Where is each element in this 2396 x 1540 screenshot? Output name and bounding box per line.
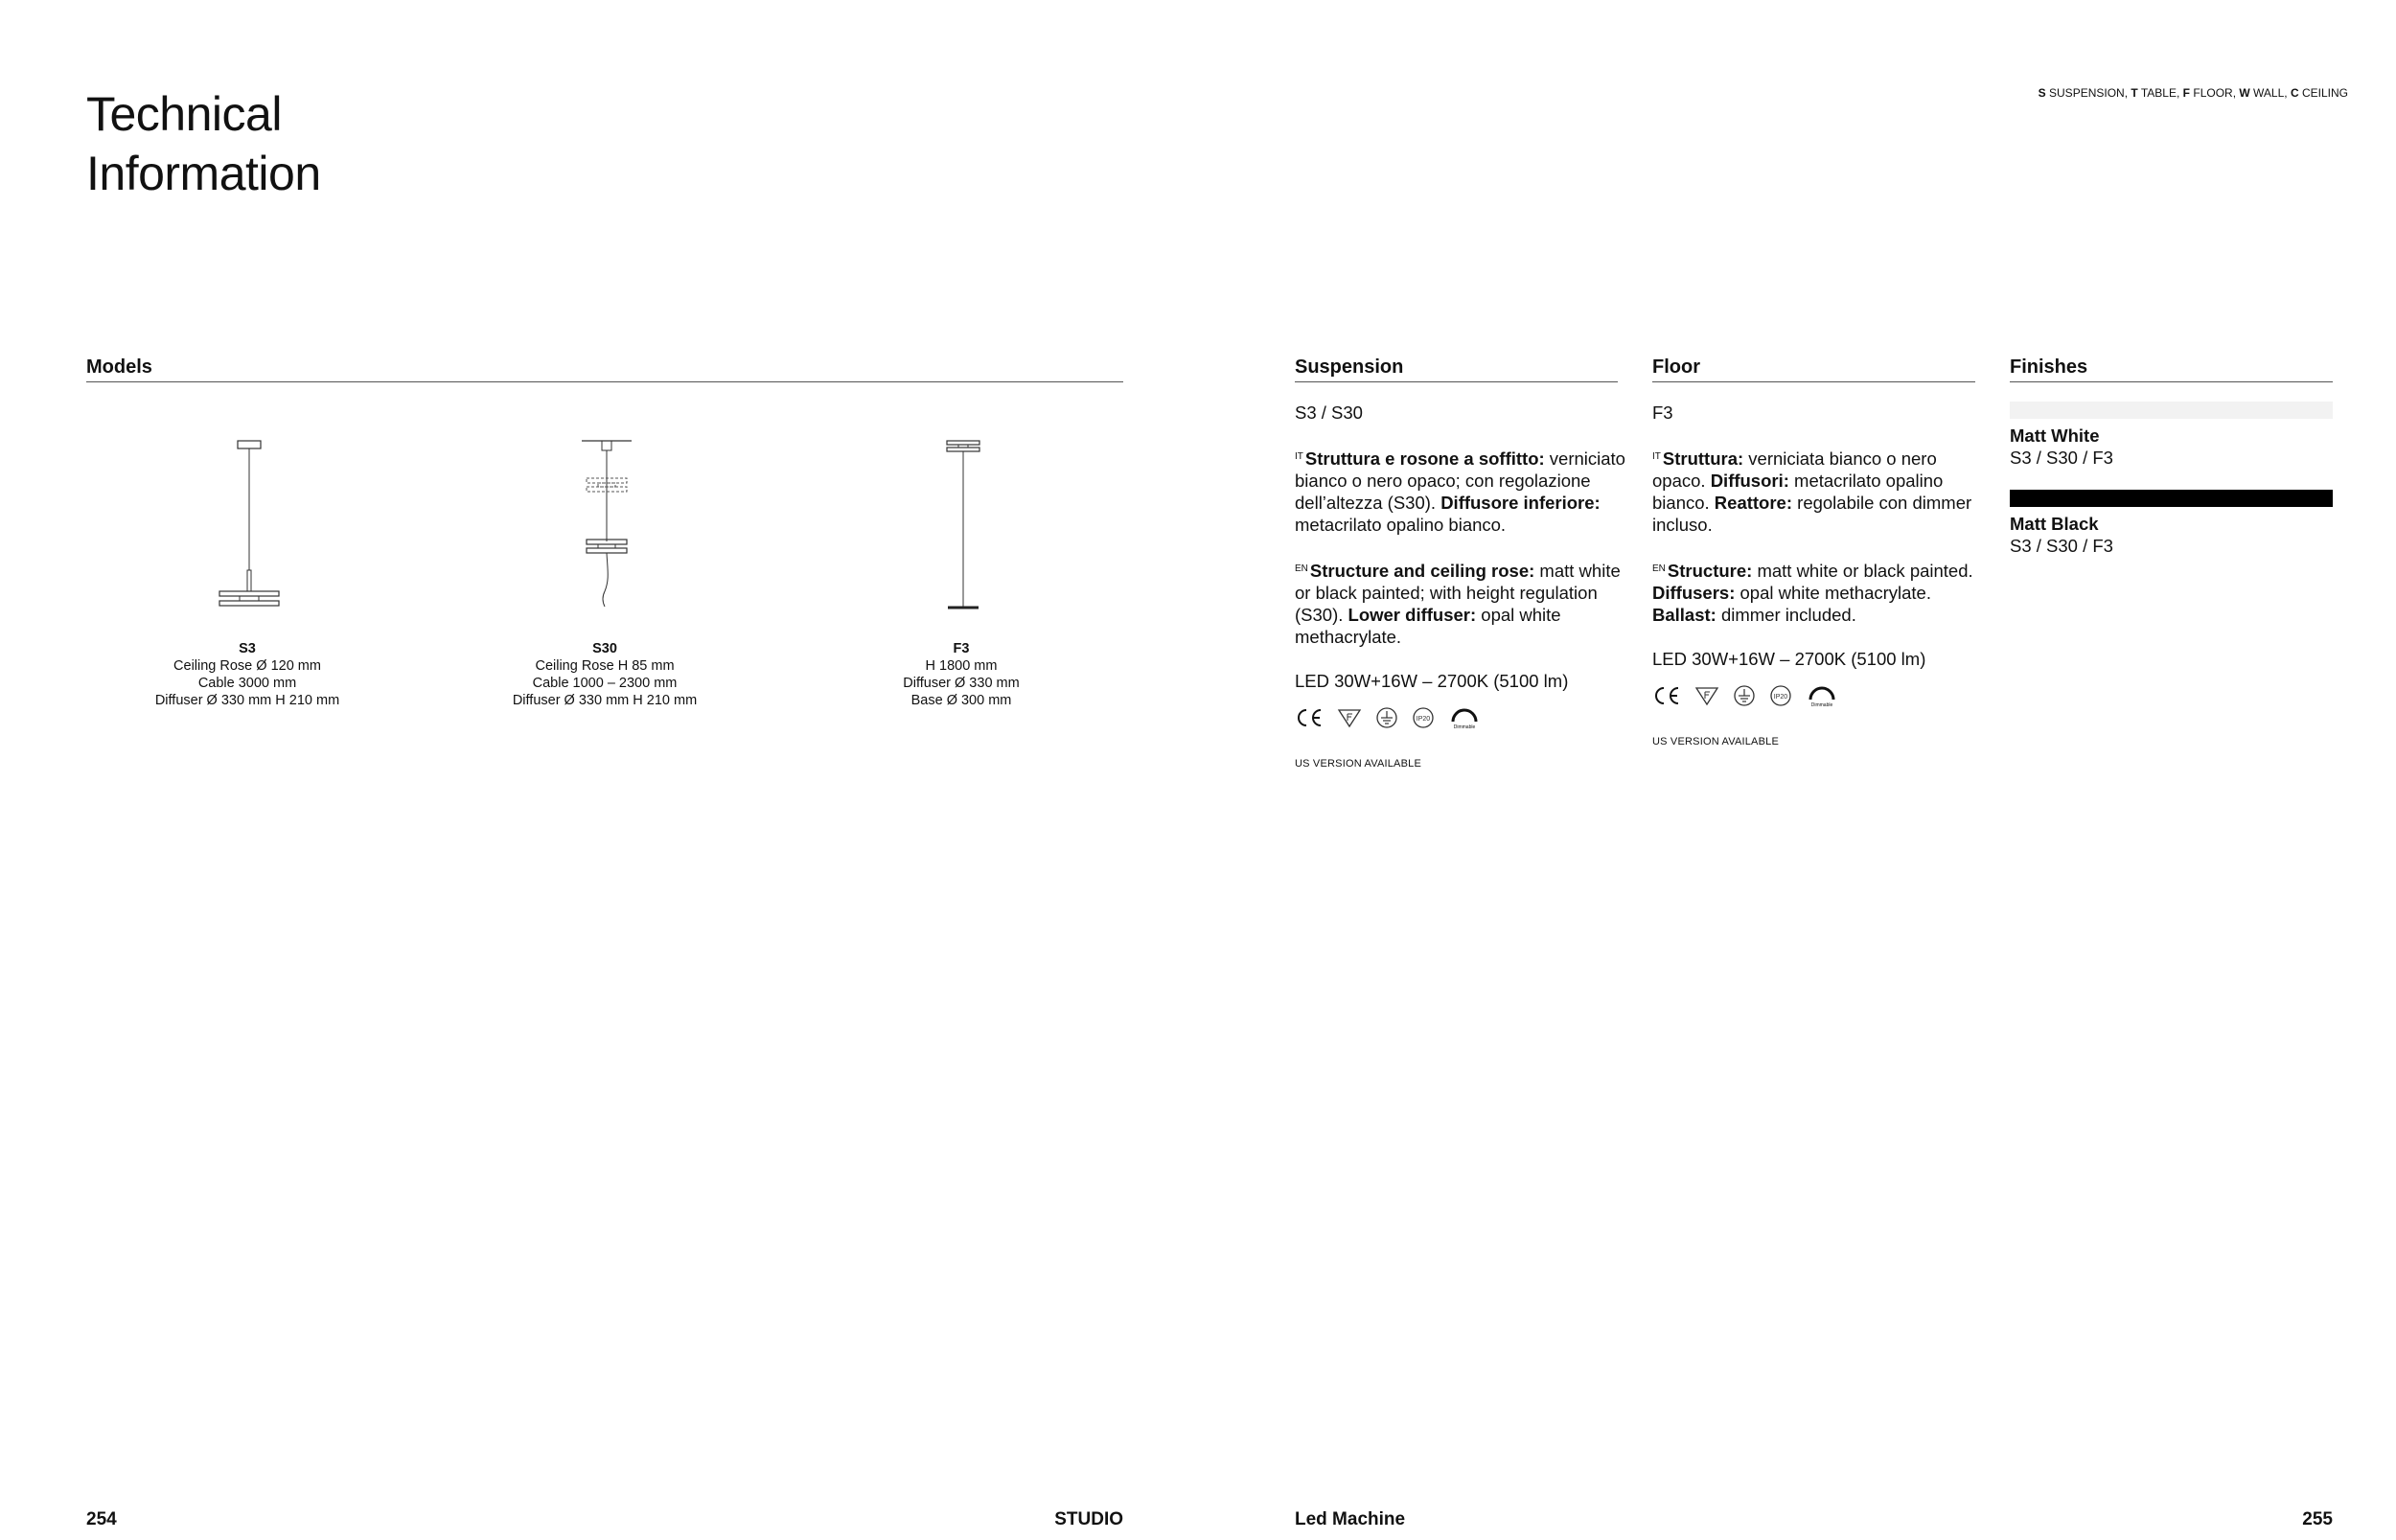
suspension-heading: Suspension — [1295, 356, 1618, 382]
spec-text: dimmer included. — [1716, 605, 1856, 625]
product-name: Led Machine — [1295, 1509, 1406, 1529]
legend-label: SUSPENSION, — [2049, 86, 2129, 100]
s3-drawing — [192, 436, 307, 613]
type-legend — [1965, 86, 2348, 100]
spec-label: Structure and ceiling rose: — [1309, 561, 1535, 581]
floor-description-en — [1652, 558, 1983, 626]
model-code: S3 — [239, 641, 256, 656]
certification-icons — [1652, 681, 1983, 710]
model-spec: Diffuser Ø 330 mm H 210 mm — [512, 693, 698, 708]
spec-label: Diffusore inferiore: — [1440, 493, 1601, 513]
finish-models: S3 / S30 / F3 — [2010, 448, 2113, 468]
floor-led-spec: LED 30W+16W – 2700K (5100 lm) — [1652, 649, 1926, 669]
ip20-icon — [1769, 684, 1792, 707]
spec-label: Reattore: — [1714, 493, 1793, 513]
spec-label: Struttura e rosone a soffitto: — [1304, 448, 1545, 469]
legend-code: C — [2290, 86, 2299, 100]
language-tag: EN — [1295, 563, 1308, 574]
suspension-led-spec: LED 30W+16W – 2700K (5100 lm) — [1295, 671, 1569, 691]
page-title-line-2: Information — [86, 147, 321, 200]
floor-column — [1652, 402, 1983, 753]
ip-rating-text: IP20 — [1773, 694, 1788, 701]
spec-text: opal white methacrylate. — [1735, 583, 1931, 603]
spec-text: verniciato bianco o nero opaco; con regolazione dell’altezza (S30). — [1295, 448, 1625, 513]
dimmable-text: Dimmable — [1453, 724, 1476, 729]
model-spec: Base Ø 300 mm — [910, 693, 1012, 708]
page-number-right: 255 — [2302, 1509, 2333, 1529]
finish-name: Matt Black — [2010, 514, 2099, 534]
suspension-column — [1295, 402, 1625, 775]
legend-code: F — [2182, 86, 2191, 100]
us-version-note: US VERSION AVAILABLE — [1295, 758, 1421, 770]
finish-matt-white — [2010, 425, 2333, 469]
spec-label: Diffusers: — [1652, 583, 1736, 603]
legend-code: T — [2131, 86, 2138, 100]
spec-label: Struttura: — [1662, 448, 1744, 469]
dimmable-icon — [1806, 684, 1838, 707]
f3-drawing — [906, 436, 1021, 613]
model-spec: Ceiling Rose Ø 120 mm — [173, 658, 321, 674]
certification-icons — [1295, 703, 1625, 732]
model-code: S30 — [592, 641, 617, 656]
dimmable-icon — [1448, 706, 1481, 729]
floor-models: F3 — [1652, 402, 1673, 423]
legend-code: S — [2038, 86, 2046, 100]
language-tag: EN — [1652, 563, 1666, 574]
spec-text: opal white methacrylate. — [1295, 605, 1561, 647]
model-code: F3 — [953, 641, 970, 656]
model-spec: H 1800 mm — [925, 658, 998, 674]
language-tag: IT — [1652, 451, 1661, 462]
spec-text: metacrilato opalino bianco. — [1295, 515, 1507, 535]
legend-label: CEILING — [2301, 86, 2348, 100]
finish-models: S3 / S30 / F3 — [2010, 536, 2113, 556]
suspension-models: S3 / S30 — [1295, 402, 1363, 423]
ground-symbol-icon — [1375, 706, 1398, 729]
spec-text: matt white or black painted. — [1752, 561, 1973, 581]
spec-label: Lower diffuser: — [1348, 605, 1477, 625]
model-caption-f3 — [818, 640, 1105, 709]
model-spec: Cable 3000 mm — [197, 676, 297, 691]
floor-description-it — [1652, 446, 1983, 536]
brand-name: STUDIO — [1054, 1509, 1123, 1529]
language-tag: IT — [1295, 451, 1303, 462]
spec-text: matt white or black painted; with height regulation (S30). — [1295, 561, 1621, 625]
suspension-description-en — [1295, 558, 1625, 648]
spec-label: Structure: — [1667, 561, 1753, 581]
model-spec: Diffuser Ø 330 mm H 210 mm — [154, 693, 340, 708]
spec-text: verniciata bianco o nero opaco. — [1652, 448, 1937, 491]
ip20-icon — [1412, 706, 1435, 729]
model-spec: Ceiling Rose H 85 mm — [535, 658, 675, 674]
ip-rating-text: IP20 — [1416, 716, 1431, 723]
ce-mark-icon — [1652, 685, 1681, 706]
model-spec: Cable 1000 – 2300 mm — [532, 676, 678, 691]
model-caption-s3 — [104, 640, 391, 709]
spec-text: metacrilato opalino bianco. — [1652, 471, 1944, 513]
finish-name: Matt White — [2010, 425, 2100, 446]
legend-label: WALL, — [2253, 86, 2288, 100]
legend-code: W — [2239, 86, 2250, 100]
us-version-note: US VERSION AVAILABLE — [1652, 736, 1779, 747]
page-title-line-1: Technical — [86, 87, 282, 141]
s30-drawing — [549, 436, 664, 613]
spec-label: Ballast: — [1652, 605, 1716, 625]
triangle-f-mark-icon — [1694, 685, 1719, 706]
floor-heading: Floor — [1652, 356, 1975, 382]
ce-mark-icon — [1295, 707, 1324, 728]
finish-matt-black — [2010, 513, 2333, 557]
spec-label: Diffusori: — [1710, 471, 1789, 491]
dimmable-text: Dimmable — [1810, 702, 1833, 707]
finishes-heading: Finishes — [2010, 356, 2333, 382]
models-heading: Models — [86, 356, 1123, 382]
triangle-f-mark-icon — [1337, 707, 1362, 728]
page-title — [86, 84, 565, 203]
finish-swatch-matt-black — [2010, 490, 2333, 507]
model-spec: Diffuser Ø 330 mm — [903, 676, 1020, 691]
model-caption-s30 — [461, 640, 749, 709]
suspension-description-it — [1295, 446, 1625, 536]
page-number-left: 254 — [86, 1509, 117, 1529]
legend-label: TABLE, — [2140, 86, 2180, 100]
finish-swatch-matt-white — [2010, 402, 2333, 419]
ground-symbol-icon — [1733, 684, 1756, 707]
spec-text: regolabile con dimmer incluso. — [1652, 493, 1972, 535]
legend-label: FLOOR, — [2193, 86, 2237, 100]
